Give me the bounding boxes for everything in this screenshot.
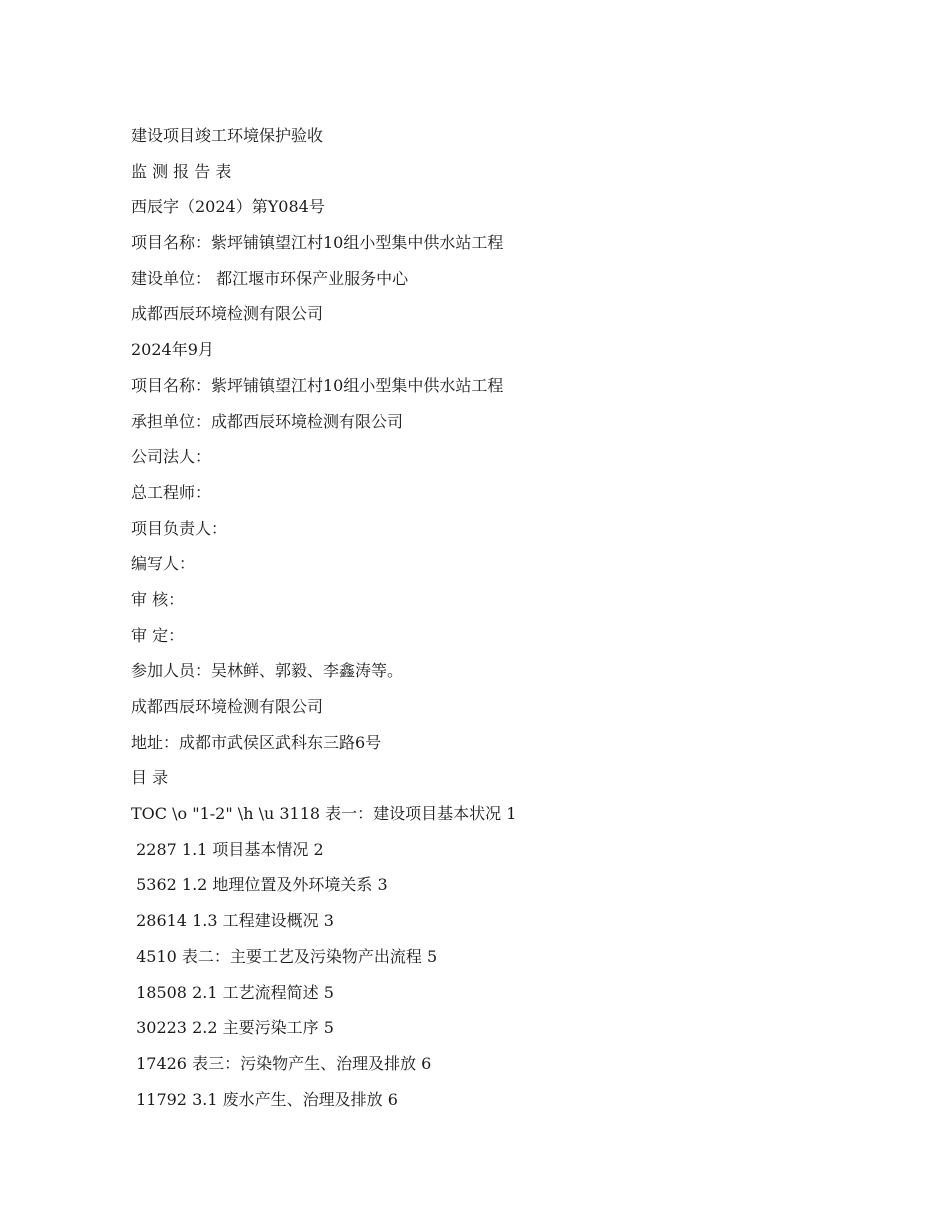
- toc-entry[interactable]: TOC \o "1-2" \h \u 3118 表一：建设项目基本状况 1: [131, 804, 517, 824]
- toc-entry[interactable]: 18508 2.1 工艺流程简述 5: [131, 982, 334, 1002]
- toc-entry[interactable]: 5362 1.2 地理位置及外环境关系 3: [131, 875, 388, 895]
- report-number: 西辰字（2024）第Y084号: [131, 197, 325, 217]
- project-name: 项目名称：紫坪铺镇望江村10组小型集中供水站工程: [131, 233, 504, 253]
- reviewer: 审 核：: [131, 589, 185, 609]
- toc-entry[interactable]: 30223 2.2 主要污染工序 5: [131, 1018, 334, 1038]
- author: 编写人：: [131, 554, 196, 574]
- company-address: 地址：成都市武侯区武科东三路6号: [131, 732, 382, 752]
- toc-entry[interactable]: 4510 表二：主要工艺及污染物产出流程 5: [131, 946, 438, 966]
- toc-entry[interactable]: 2287 1.1 项目基本情况 2: [131, 839, 324, 859]
- report-date: 2024年9月: [131, 340, 214, 360]
- chief-engineer: 总工程师：: [131, 482, 212, 502]
- construction-unit: 建设单位： 都江堰市环保产业服务中心: [131, 268, 409, 288]
- legal-representative: 公司法人：: [131, 447, 212, 467]
- toc-entry[interactable]: 17426 表三：污染物产生、治理及排放 6: [131, 1053, 432, 1073]
- toc-heading: 目 录: [131, 768, 169, 788]
- company-name: 成都西辰环境检测有限公司: [131, 304, 324, 324]
- approver: 审 定：: [131, 625, 185, 645]
- company-name-footer: 成都西辰环境检测有限公司: [131, 697, 324, 716]
- report-subtitle: 监 测 报 告 表: [131, 161, 232, 181]
- document-body: [131, 118, 891, 1117]
- report-title: 建设项目竣工环境保护验收: [131, 126, 324, 145]
- project-leader: 项目负责人：: [131, 518, 228, 538]
- undertaking-unit: 承担单位：成都西辰环境检测有限公司: [131, 411, 404, 431]
- project-name-repeat: 项目名称：紫坪铺镇望江村10组小型集中供水站工程: [131, 375, 504, 395]
- participants: 参加人员：吴林鲜、郭毅、李鑫涛等。: [131, 661, 404, 681]
- toc-entry[interactable]: 11792 3.1 废水产生、治理及排放 6: [131, 1089, 398, 1109]
- toc-entry[interactable]: 28614 1.3 工程建设概况 3: [131, 911, 334, 931]
